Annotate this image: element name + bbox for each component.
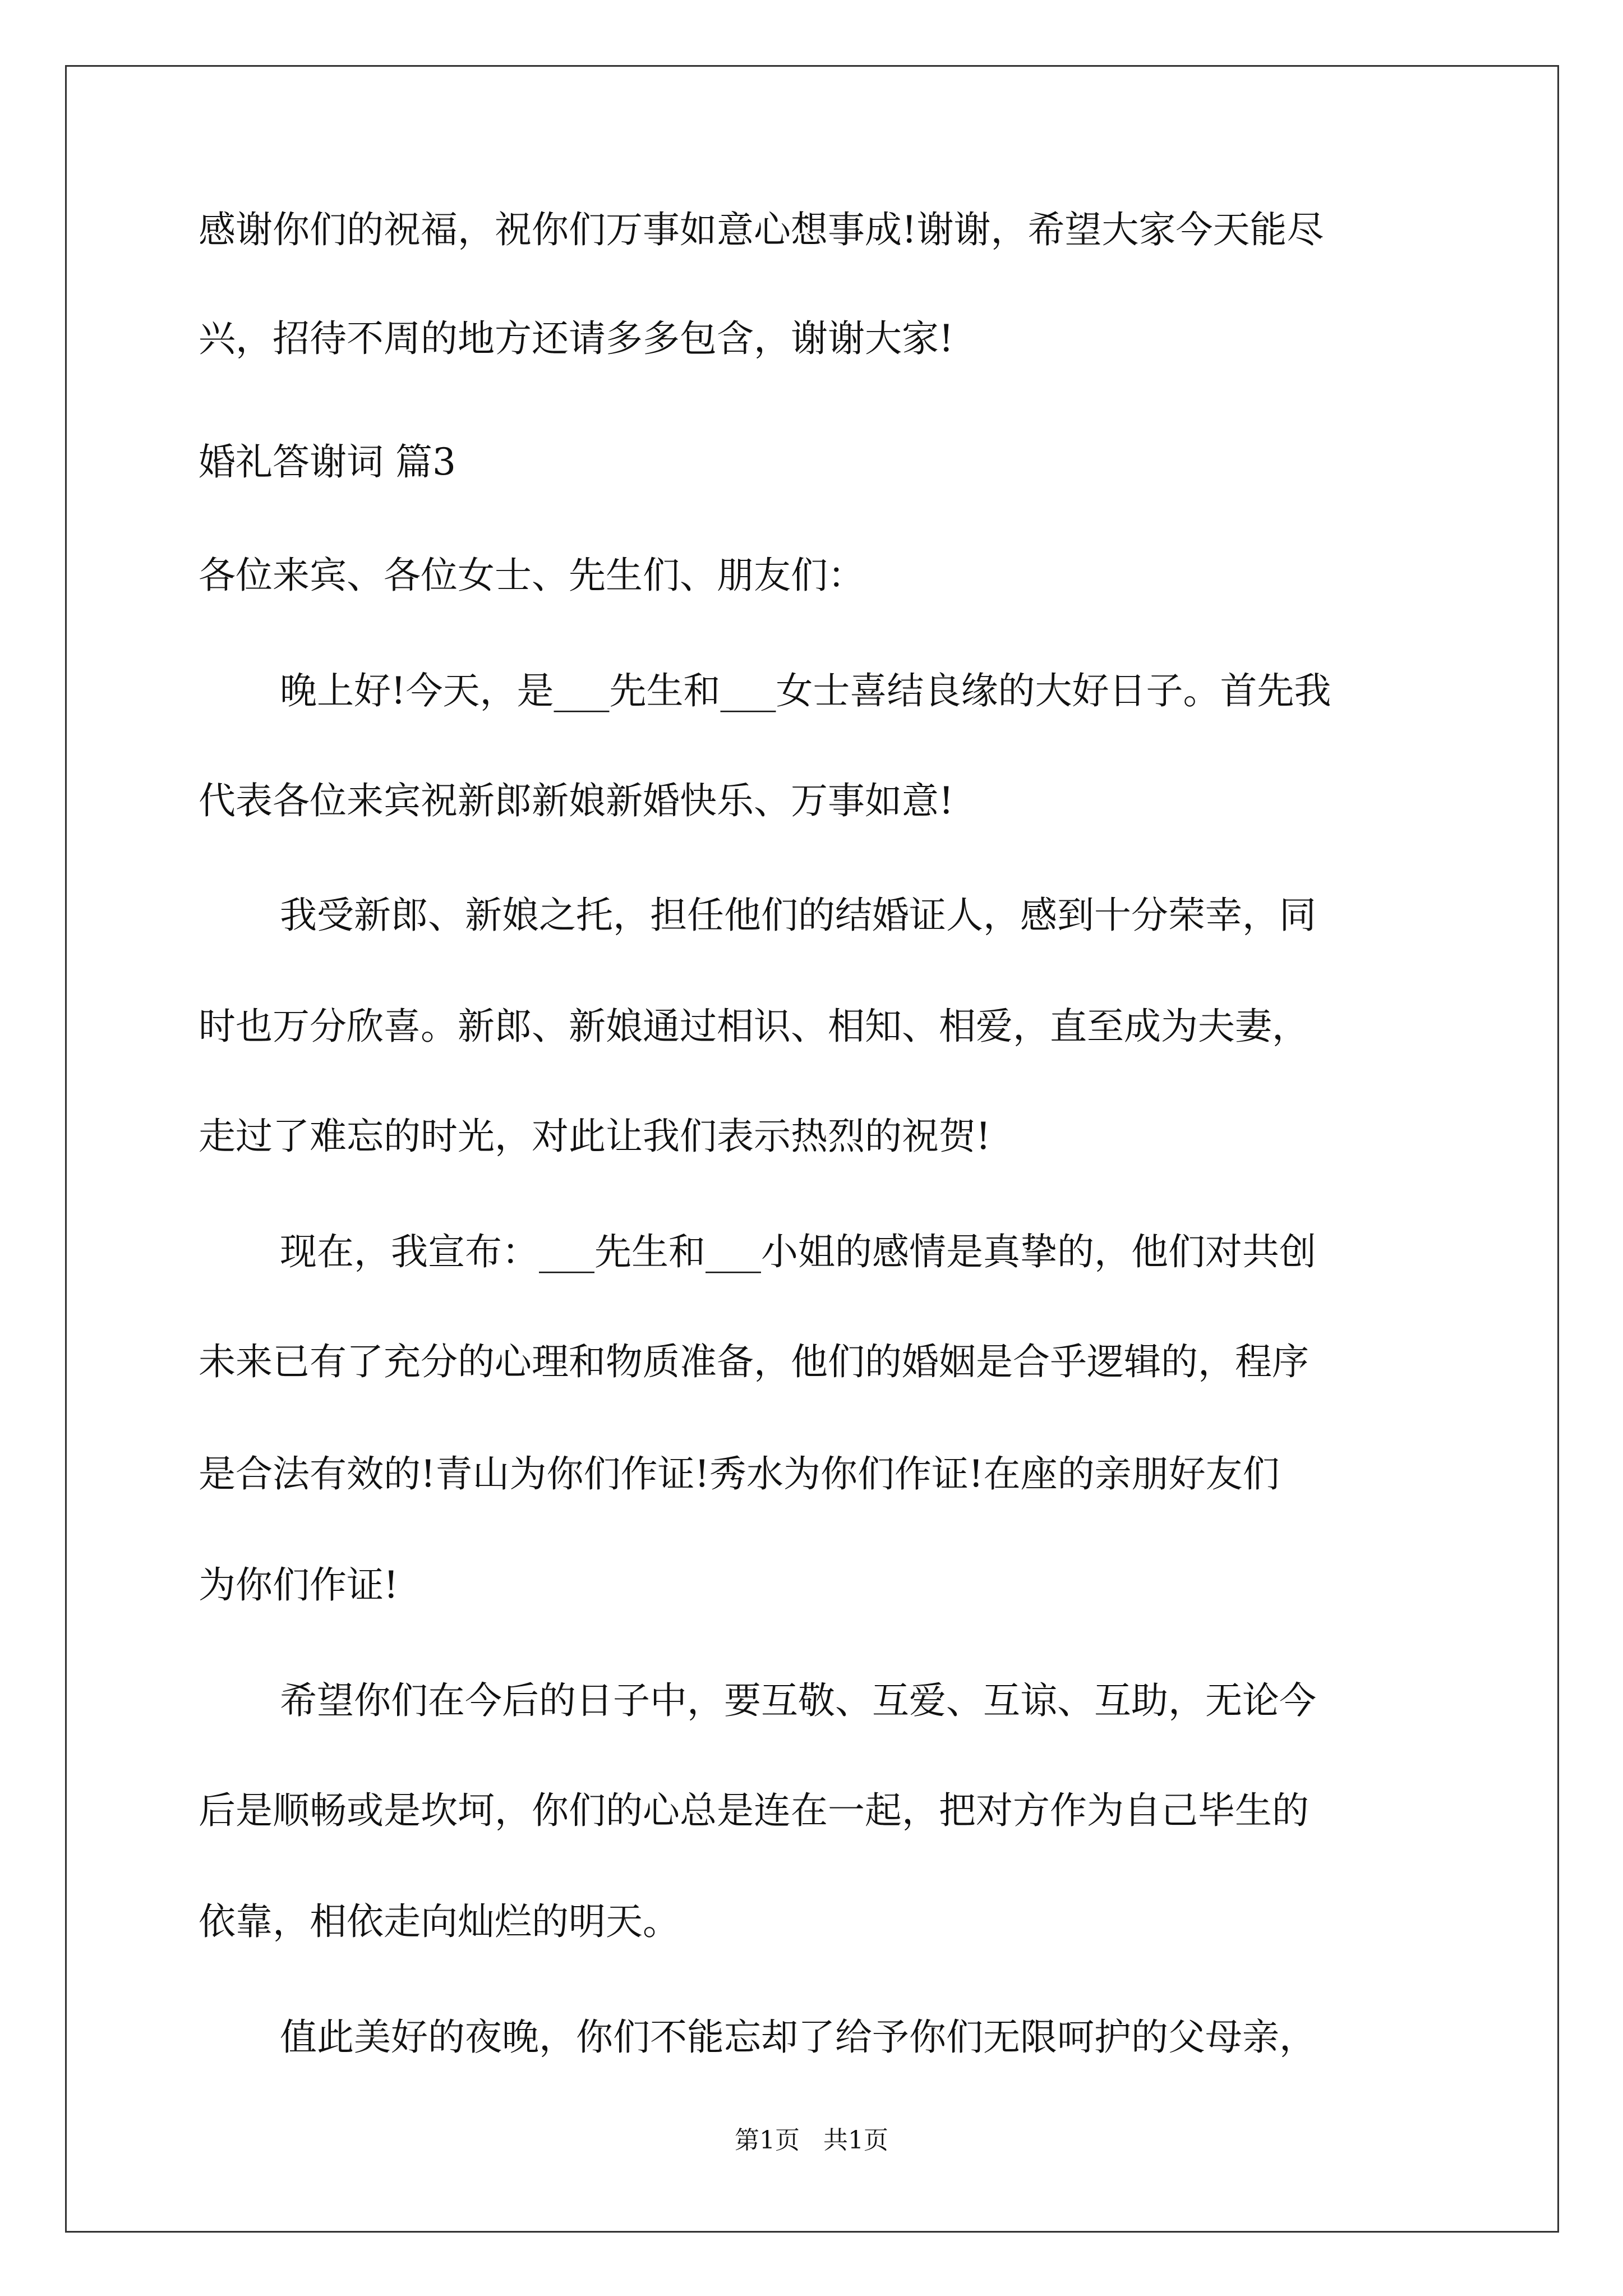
paragraph-start: 值此美好的夜晚，你们不能忘却了给予你们无限呵护的父母亲， xyxy=(280,2016,1316,2059)
text-line: 未来已有了充分的心理和物质准备，他们的婚姻是合乎逻辑的，程序 xyxy=(199,1340,1309,1383)
text-line: 依靠，相依走向灿烂的明天。 xyxy=(199,1900,680,1943)
page-number: 第1页 xyxy=(735,2126,800,2155)
section-heading: 婚礼答谢词 篇3 xyxy=(199,440,456,484)
text-line: 代表各位来宾祝新郎新娘新婚快乐、万事如意! xyxy=(199,779,954,822)
text-line: 感谢你们的祝福，祝你们万事如意心想事成!谢谢，希望大家今天能尽 xyxy=(199,208,1324,251)
text-line: 兴，招待不周的地方还请多多包含，谢谢大家! xyxy=(199,317,954,360)
paragraph-start: 我受新郎、新娘之托，担任他们的结婚证人，感到十分荣幸，同 xyxy=(280,894,1316,937)
text-line: 是合法有效的!青山为你们作证!秀水为你们作证!在座的亲朋好友们 xyxy=(199,1452,1280,1496)
text-line: 时也万分欣喜。新郎、新娘通过相识、相知、相爱，直至成为夫妻， xyxy=(199,1005,1309,1048)
paragraph-start: 晚上好!今天，是___先生和___女士喜结良缘的大好日子。首先我 xyxy=(280,669,1331,712)
text-line: 走过了难忘的时光，对此让我们表示热烈的祝贺! xyxy=(199,1115,991,1158)
text-line: 后是顺畅或是坎坷，你们的心总是连在一起，把对方作为自己毕生的 xyxy=(199,1789,1309,1832)
paragraph-start: 希望你们在今后的日子中，要互敬、互爱、互谅、互助，无论今 xyxy=(280,1679,1316,1722)
paragraph-start: 现在，我宣布：___先生和___小姐的感情是真挚的，他们对共创 xyxy=(280,1230,1316,1273)
text-line: 为你们作证! xyxy=(199,1563,399,1607)
salutation: 各位来宾、各位女士、先生们、朋友们： xyxy=(199,554,865,597)
page-footer xyxy=(0,2124,1623,2157)
page-total: 共1页 xyxy=(823,2126,888,2155)
